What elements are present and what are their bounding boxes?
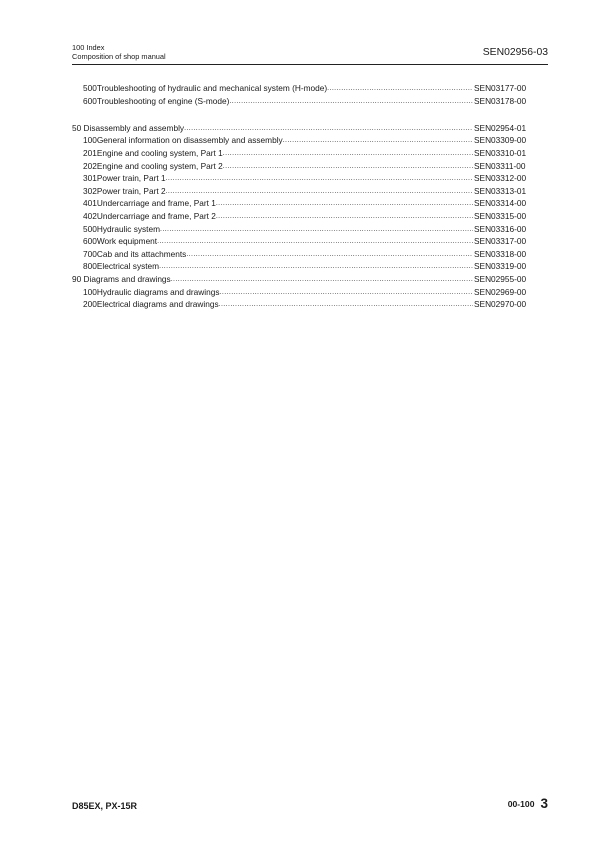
toc-entry-code: SEN03177-00: [474, 83, 527, 93]
toc-entry-title: General information on disassembly and assembly: [96, 135, 283, 146]
toc-entry-number: 600: [83, 236, 97, 247]
toc-entry-title: Power train, Part 1: [96, 173, 166, 184]
toc-entry-number: 402: [83, 210, 97, 221]
toc-entry-title: Power train, Part 2: [96, 185, 166, 196]
toc-entry: [72, 298, 538, 311]
toc-entry-title: Undercarriage and frame, Part 1: [96, 198, 216, 209]
toc-entry-code: SEN02970-00: [474, 299, 527, 310]
toc-spacer: [72, 107, 538, 122]
toc-entry-number: 700: [83, 248, 97, 259]
header-section-title: [72, 44, 166, 61]
toc-entry-number: 202: [83, 160, 97, 171]
toc-entry-code: SEN03309-00: [474, 135, 527, 146]
toc-entry-code: SEN02969-00: [474, 286, 527, 297]
toc-entry-title: Engine and cooling system, Part 2: [96, 160, 223, 171]
toc-entry-title: Work equipment: [96, 236, 158, 247]
toc-entry: [72, 95, 538, 108]
toc-entry-title: Engine and cooling system, Part 1: [96, 147, 223, 158]
toc-entry-title: 90 Diagrams and drawings: [72, 273, 171, 284]
dot-leader: [229, 94, 473, 109]
footer-page-ref: [508, 795, 548, 813]
toc-entry-number: 100: [83, 286, 97, 297]
toc-entry-title: Troubleshooting of hydraulic and mechanical system (H-mode): [96, 83, 328, 93]
toc-entry-number: 500: [83, 223, 97, 234]
header-line-title: Composition of shop manual: [72, 51, 166, 61]
toc-entry-code: SEN03314-00: [474, 198, 527, 209]
toc-entry-number: 600: [83, 95, 97, 106]
toc-entry-code: SEN03315-00: [474, 210, 527, 221]
toc-entry-code: SEN03311-00: [474, 160, 526, 171]
toc-entry-code: SEN03178-00: [474, 95, 527, 106]
toc-entry-number: 500: [83, 83, 97, 93]
toc-entry-title: Troubleshooting of engine (S-mode): [96, 95, 230, 106]
toc-entry-code: SEN03317-00: [474, 236, 527, 247]
toc-entry-number: 302: [83, 185, 97, 196]
toc-entry-number: 800: [83, 261, 97, 272]
toc-entry-code: SEN03310-01: [474, 147, 527, 158]
page-header: [72, 44, 548, 65]
toc-entry-number: 401: [83, 198, 97, 209]
toc-entry-code: SEN03313-01: [474, 185, 527, 196]
toc-entry-title: Hydraulic diagrams and drawings: [96, 286, 220, 297]
toc-entry-title: Hydraulic system: [96, 223, 161, 234]
footer-model: D85EX, PX-15R: [72, 801, 138, 811]
header-doc-number: SEN02956-03: [482, 47, 548, 58]
header-line-index: 100 Index: [72, 43, 105, 52]
toc-entry-title: Electrical diagrams and drawings: [96, 299, 219, 310]
toc-group-disassembly-diagrams: [72, 122, 538, 311]
toc-entry-code: SEN03312-00: [474, 173, 527, 184]
toc-entry-number: 201: [83, 147, 97, 158]
toc-entry-code: SEN03318-00: [474, 248, 527, 259]
toc-entry-code: SEN03319-00: [474, 261, 527, 272]
toc-entry-number: 301: [83, 173, 97, 184]
footer-page-number: 3: [540, 796, 548, 811]
toc-entry-title: 50 Disassembly and assembly: [72, 122, 185, 133]
toc-group-troubleshooting: [72, 82, 538, 107]
table-of-contents: [72, 82, 538, 311]
toc-entry-title: Undercarriage and frame, Part 2: [96, 210, 216, 221]
toc-entry-code: SEN02954-01: [474, 122, 527, 133]
toc-entry-number: 200: [83, 299, 97, 310]
toc-entry-number: 100: [83, 135, 97, 146]
toc-entry-code: SEN02955-00: [474, 273, 527, 284]
toc-entry-title: Cab and its attachments: [96, 248, 187, 259]
toc-entry-title: Electrical system: [96, 261, 160, 272]
footer-page-code: 00-100: [507, 799, 535, 809]
toc-entry-code: SEN03316-00: [474, 223, 527, 234]
dot-leader: [219, 297, 473, 312]
